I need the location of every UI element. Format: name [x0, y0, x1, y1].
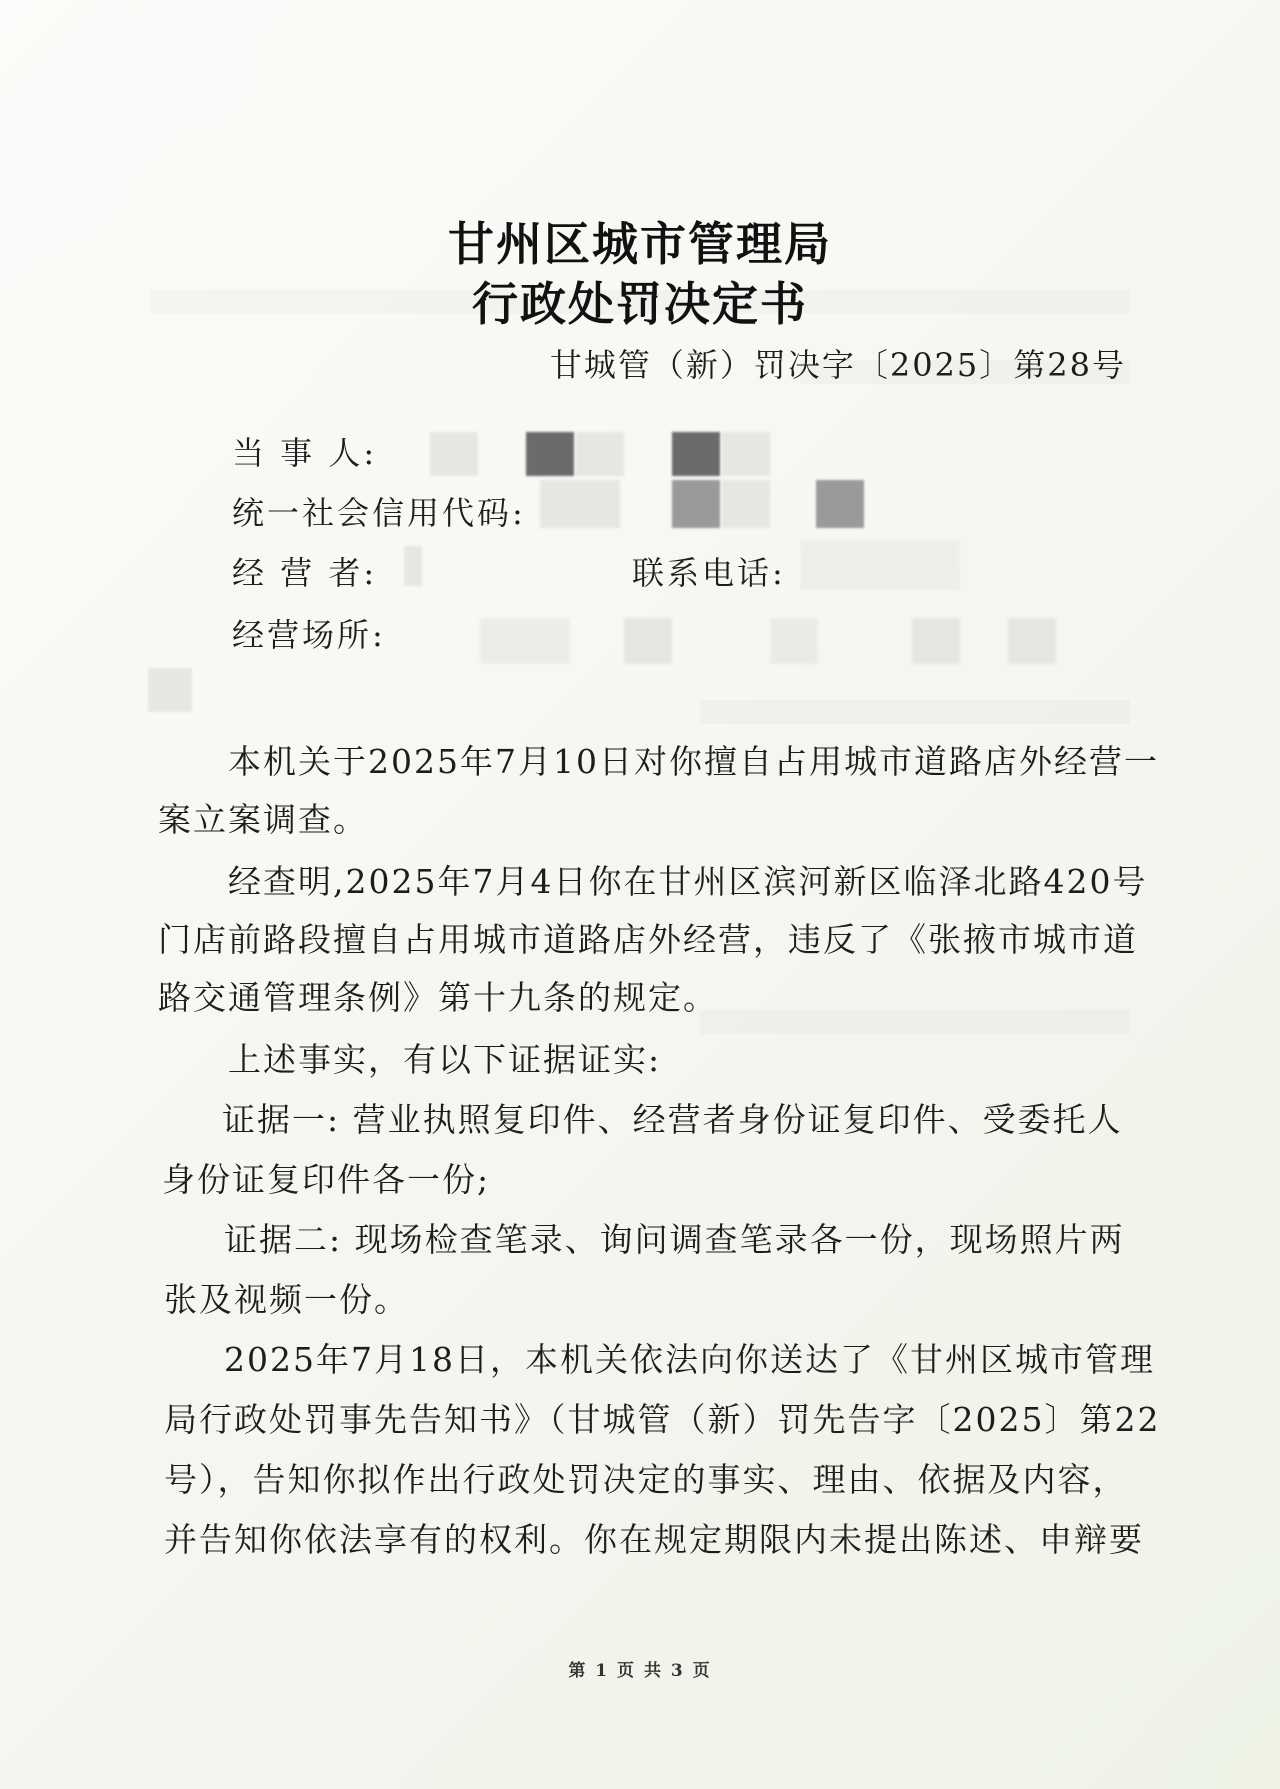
redaction-block: [480, 618, 570, 664]
paragraph-line: 号），告知你拟作出行政处罚决定的事实、理由、依据及内容，: [164, 1460, 1128, 1499]
document-title-line2: 行政处罚决定书: [472, 277, 808, 331]
page-indicator: 第 1 页 共 3 页: [568, 1661, 712, 1681]
paragraph-line: 证据一: 营业执照复印件、经营者身份证复印件、受委托人: [222, 1100, 1123, 1139]
redaction-block: [404, 546, 422, 586]
bleed-through: [700, 700, 1130, 724]
paragraph-line: 案立案调查。: [158, 800, 368, 839]
paragraph-line: 本机关于2025年7月10日对你擅自占用城市道路店外经营一: [228, 742, 1159, 781]
paragraph-line: 门店前路段擅自占用城市道路店外经营，违反了《张掖市城市道: [158, 920, 1138, 959]
redaction-block: [576, 432, 624, 476]
paragraph-line: 张及视频一份。: [164, 1280, 409, 1319]
redaction-block: [624, 618, 672, 664]
paragraph-line: 身份证复印件各一份;: [162, 1160, 491, 1199]
bleed-through: [700, 1010, 1130, 1034]
redaction-block: [148, 668, 192, 712]
redaction-block: [430, 432, 478, 476]
redaction-block: [912, 618, 960, 664]
redaction-block: [672, 480, 720, 528]
paragraph-line: 路交通管理条例》第十九条的规定。: [158, 978, 718, 1017]
redaction-block: [526, 432, 574, 476]
paragraph-line: 并告知你依法享有的权利。你在规定期限内未提出陈述、申辩要: [164, 1520, 1144, 1559]
document-title-line1: 甘州区城市管理局: [448, 217, 832, 271]
phone-label: 联系电话:: [632, 554, 786, 592]
redaction-block: [816, 480, 864, 528]
redaction-block: [672, 432, 720, 476]
paragraph-line: 上述事实，有以下证据证实:: [228, 1040, 662, 1079]
redaction-block: [722, 480, 770, 528]
redaction-block: [1008, 618, 1056, 664]
redaction-block: [800, 540, 960, 590]
party-label: 当 事 人:: [232, 434, 378, 472]
redaction-block: [722, 432, 770, 476]
operator-label: 经 营 者:: [232, 554, 378, 592]
paragraph-line: 局行政处罚事先告知书》（甘城管（新）罚先告字〔2025〕第22: [164, 1400, 1161, 1439]
redaction-block: [770, 618, 818, 664]
redaction-block: [540, 480, 620, 528]
paragraph-line: 2025年7月18日，本机关依法向你送达了《甘州区城市管理: [224, 1340, 1155, 1379]
paragraph-line: 证据二: 现场检查笔录、询问调查笔录各一份，现场照片两: [224, 1220, 1125, 1259]
premises-label: 经营场所:: [232, 616, 386, 654]
paragraph-line: 经查明,2025年7月4日你在甘州区滨河新区临泽北路420号: [228, 862, 1148, 901]
credit-code-label: 统一社会信用代码:: [232, 494, 526, 532]
document-number: 甘城管（新）罚决字〔2025〕第28号: [549, 346, 1126, 384]
